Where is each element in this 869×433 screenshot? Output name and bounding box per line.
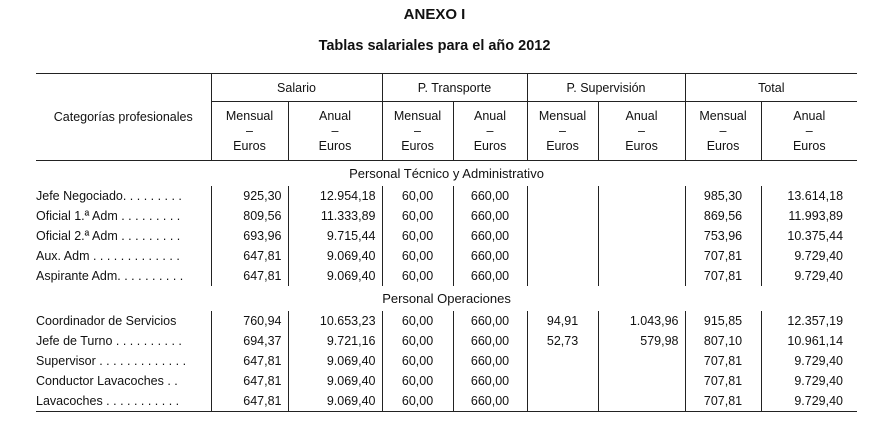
subheader-mensual <box>211 102 288 161</box>
value-cell-tr-m: 60,00 <box>382 226 453 246</box>
value-cell-sup-m <box>527 226 598 246</box>
subheader-line: Anual <box>319 108 351 123</box>
value-cell-tr-m: 60,00 <box>382 266 453 286</box>
subheader-line: – <box>719 123 727 138</box>
subheader-line: Euros <box>233 138 266 153</box>
value-cell-tot-m: 807,10 <box>685 331 761 351</box>
value-cell-tr-m: 60,00 <box>382 331 453 351</box>
value-cell-tr-a: 660,00 <box>453 311 527 331</box>
table-row <box>36 266 857 286</box>
value-cell-tr-m: 60,00 <box>382 186 453 206</box>
table-row <box>36 371 857 391</box>
subheader-line: Anual <box>625 108 658 123</box>
subheader-line: – <box>486 123 494 138</box>
value-cell-sup-a <box>598 186 685 206</box>
section-title: Personal Operaciones <box>382 291 511 306</box>
subheader-line: – <box>414 123 421 138</box>
annex-title: ANEXO I <box>403 6 466 23</box>
value-cell-sup-m: 52,73 <box>527 331 598 351</box>
table-row <box>36 391 857 412</box>
value-cell-tot-a: 9.729,40 <box>761 371 857 391</box>
value-cell-sal-a: 9.069,40 <box>288 351 382 371</box>
subheader-mensual <box>527 102 598 161</box>
value-cell-sup-m <box>527 391 598 412</box>
table-row <box>36 226 857 246</box>
value-cell-tot-a: 10.375,44 <box>761 226 857 246</box>
salary-table <box>36 73 857 412</box>
value-cell-sal-m: 647,81 <box>211 351 288 371</box>
table-row <box>36 186 857 206</box>
subheader-line: – <box>805 123 813 138</box>
value-cell-sup-a <box>598 266 685 286</box>
category-cell: Jefe de Turno . . . . . . . . . . <box>36 334 182 348</box>
value-cell-tr-a: 660,00 <box>453 226 527 246</box>
value-cell-sal-a: 9.069,40 <box>288 266 382 286</box>
value-cell-tot-m: 915,85 <box>685 311 761 331</box>
value-cell-tot-a: 9.729,40 <box>761 391 857 412</box>
value-cell-tr-a: 660,00 <box>453 331 527 351</box>
value-cell-tr-m: 60,00 <box>382 206 453 226</box>
value-cell-sal-m: 809,56 <box>211 206 288 226</box>
value-cell-tot-a: 9.729,40 <box>761 266 857 286</box>
value-cell-sal-a: 10.653,23 <box>288 311 382 331</box>
transporte-group-header: P. Transporte <box>382 74 527 102</box>
subheader-line: Euros <box>625 138 658 153</box>
table-row <box>36 246 857 266</box>
value-cell-sup-m <box>527 246 598 266</box>
category-cell: Aspirante Adm. . . . . . . . . . <box>36 269 184 283</box>
value-cell-sal-m: 647,81 <box>211 371 288 391</box>
category-cell: Conductor Lavacoches . . <box>36 374 178 388</box>
value-cell-sup-a: 579,98 <box>598 331 685 351</box>
value-cell-sal-a: 11.333,89 <box>288 206 382 226</box>
value-cell-tr-a: 660,00 <box>453 246 527 266</box>
value-cell-tot-m: 707,81 <box>685 371 761 391</box>
subheader-anual <box>288 102 382 161</box>
subheader-anual <box>598 102 685 161</box>
subheader-line: Mensual <box>225 108 274 123</box>
value-cell-sup-a <box>598 246 685 266</box>
value-cell-tr-a: 660,00 <box>453 351 527 371</box>
value-cell-tot-a: 11.993,89 <box>761 206 857 226</box>
table-row <box>36 351 857 371</box>
value-cell-tot-m: 869,56 <box>685 206 761 226</box>
subheader-line: Euros <box>401 138 434 153</box>
subheader-line: Anual <box>474 108 506 123</box>
value-cell-tr-m: 60,00 <box>382 246 453 266</box>
value-cell-sal-m: 694,37 <box>211 331 288 351</box>
value-cell-sup-m <box>527 351 598 371</box>
value-cell-sal-a: 9.715,44 <box>288 226 382 246</box>
category-cell: Supervisor . . . . . . . . . . . . . <box>36 354 187 368</box>
category-cell: Oficial 1.ª Adm . . . . . . . . . <box>36 209 181 223</box>
category-header: Categorías profesionales <box>36 74 211 161</box>
value-cell-sal-a: 9.721,16 <box>288 331 382 351</box>
subheader-anual <box>761 102 857 161</box>
value-cell-tot-a: 9.729,40 <box>761 351 857 371</box>
subheader-mensual <box>382 102 453 161</box>
subheader-line: Euros <box>792 138 826 153</box>
value-cell-sal-m: 760,94 <box>211 311 288 331</box>
value-cell-tr-a: 660,00 <box>453 206 527 226</box>
subheader-line: – <box>638 123 645 138</box>
value-cell-tot-a: 10.961,14 <box>761 331 857 351</box>
category-cell: Oficial 2.ª Adm . . . . . . . . . <box>36 229 181 243</box>
value-cell-sup-a <box>598 371 685 391</box>
subheader-line: Euros <box>706 138 740 153</box>
value-cell-tot-m: 753,96 <box>685 226 761 246</box>
supervision-group-header: P. Supervisión <box>527 74 685 102</box>
value-cell-tot-m: 985,30 <box>685 186 761 206</box>
category-cell: Jefe Negociado. . . . . . . . . <box>36 189 182 203</box>
subheader-line: – <box>559 123 566 138</box>
value-cell-sal-m: 925,30 <box>211 186 288 206</box>
value-cell-sup-m <box>527 266 598 286</box>
value-cell-sup-a <box>598 226 685 246</box>
value-cell-sal-a: 9.069,40 <box>288 371 382 391</box>
subheader-line: Euros <box>546 138 579 153</box>
category-cell: Coordinador de Servicios <box>36 314 177 328</box>
value-cell-tot-m: 707,81 <box>685 266 761 286</box>
value-cell-sal-m: 647,81 <box>211 266 288 286</box>
value-cell-sal-a: 9.069,40 <box>288 391 382 412</box>
salario-group-header: Salario <box>211 74 382 102</box>
value-cell-tot-a: 12.357,19 <box>761 311 857 331</box>
value-cell-tr-a: 660,00 <box>453 391 527 412</box>
subheader-line: Mensual <box>699 108 747 123</box>
value-cell-sal-a: 9.069,40 <box>288 246 382 266</box>
subheader-line: Euros <box>473 138 507 153</box>
category-cell: Aux. Adm . . . . . . . . . . . . . <box>36 249 180 263</box>
value-cell-tot-m: 707,81 <box>685 246 761 266</box>
subheader-mensual <box>685 102 761 161</box>
section-title: Personal Técnico y Administrativo <box>349 166 544 181</box>
value-cell-tr-m: 60,00 <box>382 351 453 371</box>
value-cell-tot-m: 707,81 <box>685 351 761 371</box>
value-cell-sup-m <box>527 186 598 206</box>
subheader-line: – <box>331 123 339 138</box>
subheader-line: Anual <box>793 108 826 123</box>
table-row <box>36 311 857 331</box>
value-cell-sup-m <box>527 371 598 391</box>
category-cell: Lavacoches . . . . . . . . . . . <box>36 394 180 408</box>
value-cell-tr-m: 60,00 <box>382 371 453 391</box>
total-group-header: Total <box>685 74 857 102</box>
table-title: Tablas salariales para el año 2012 <box>318 38 551 54</box>
subheader-anual <box>453 102 527 161</box>
value-cell-sup-m: 94,91 <box>527 311 598 331</box>
value-cell-sup-a <box>598 351 685 371</box>
value-cell-sup-m <box>527 206 598 226</box>
value-cell-sal-m: 693,96 <box>211 226 288 246</box>
value-cell-sal-m: 647,81 <box>211 391 288 412</box>
value-cell-sup-a <box>598 391 685 412</box>
table-row <box>36 331 857 351</box>
value-cell-sup-a <box>598 206 685 226</box>
subheader-line: – <box>246 123 253 138</box>
table-row <box>36 206 857 226</box>
subheader-line: Mensual <box>538 108 587 123</box>
value-cell-tr-a: 660,00 <box>453 186 527 206</box>
value-cell-sal-a: 12.954,18 <box>288 186 382 206</box>
value-cell-tr-m: 60,00 <box>382 391 453 412</box>
value-cell-sup-a: 1.043,96 <box>598 311 685 331</box>
value-cell-tot-a: 9.729,40 <box>761 246 857 266</box>
subheader-line: Mensual <box>393 108 442 123</box>
value-cell-sal-m: 647,81 <box>211 246 288 266</box>
value-cell-tot-m: 707,81 <box>685 391 761 412</box>
value-cell-tr-m: 60,00 <box>382 311 453 331</box>
value-cell-tr-a: 660,00 <box>453 371 527 391</box>
value-cell-tr-a: 660,00 <box>453 266 527 286</box>
subheader-line: Euros <box>318 138 352 153</box>
value-cell-tot-a: 13.614,18 <box>761 186 857 206</box>
